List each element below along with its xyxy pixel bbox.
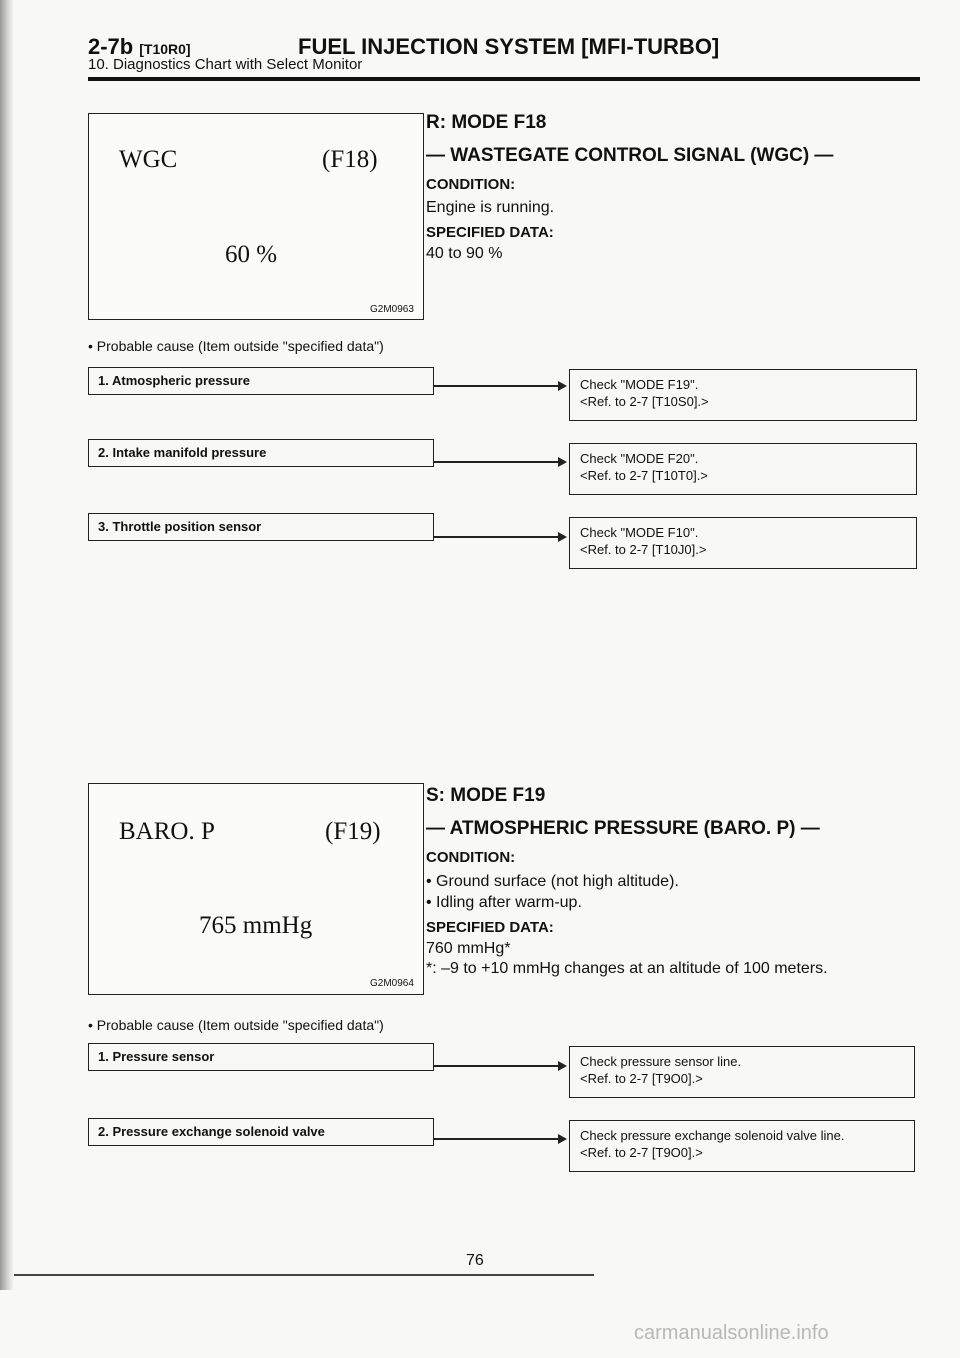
page-binding-edge — [0, 0, 14, 1290]
header-rule — [88, 77, 920, 81]
footer-rule — [14, 1274, 594, 1276]
signal-title-wgc: — WASTEGATE CONTROL SIGNAL (WGC) — — [426, 145, 834, 166]
section-code: 2-7b [T10R0] — [88, 34, 191, 59]
check-ref: <Ref. to 2-7 [T10T0].> — [580, 468, 708, 483]
probable-cause-note: • Probable cause (Item outside "specified data") — [88, 338, 384, 354]
flow-arrow-line — [434, 385, 560, 387]
check-ref: <Ref. to 2-7 [T10S0].> — [580, 394, 709, 409]
cause-box: 2. Intake manifold pressure — [88, 439, 434, 467]
screen-label: WGC — [119, 146, 178, 173]
check-text: Check "MODE F19". — [580, 377, 699, 392]
check-ref: <Ref. to 2-7 [T10J0].> — [580, 542, 707, 557]
check-ref: <Ref. to 2-7 [T9O0].> — [580, 1145, 703, 1160]
check-text: Check "MODE F20". — [580, 451, 699, 466]
condition-line: • Idling after warm-up. — [426, 894, 582, 911]
page-subtitle: 10. Diagnostics Chart with Select Monitor — [88, 56, 363, 73]
screen-mode: (F18) — [322, 146, 378, 173]
watermark: carmanualsonline.info — [634, 1322, 829, 1344]
screen-label: BARO. P — [119, 818, 215, 845]
specified-footnote: *: –9 to +10 mmHg changes at an altitude of 100 meters. — [426, 960, 828, 977]
check-text: Check pressure exchange solenoid valve line. — [580, 1128, 845, 1143]
condition-label: CONDITION: — [426, 849, 516, 866]
specified-label: SPECIFIED DATA: — [426, 224, 554, 241]
page-number: 76 — [466, 1252, 484, 1269]
screen-value: 60 % — [225, 241, 278, 268]
arrow-right-icon — [558, 532, 567, 542]
condition-label: CONDITION: — [426, 176, 516, 193]
flow-arrow-line — [434, 1138, 560, 1140]
check-box — [569, 443, 917, 495]
cause-box: 1. Atmospheric pressure — [88, 367, 434, 395]
monitor-screen-baro — [88, 783, 424, 995]
mode-title-f19: S: MODE F19 — [426, 785, 546, 806]
check-ref: <Ref. to 2-7 [T9O0].> — [580, 1071, 703, 1086]
check-box — [569, 1046, 915, 1098]
cause-box: 2. Pressure exchange solenoid valve — [88, 1118, 434, 1146]
condition-line: Engine is running. — [426, 199, 555, 216]
arrow-right-icon — [558, 1061, 567, 1071]
specified-line: 760 mmHg* — [426, 940, 511, 957]
cause-box: 1. Pressure sensor — [88, 1043, 434, 1071]
screen-value: 765 mmHg — [199, 912, 313, 939]
cause-box: 3. Throttle position sensor — [88, 513, 434, 541]
check-text: Check pressure sensor line. — [580, 1054, 742, 1069]
check-box — [569, 369, 917, 421]
arrow-right-icon — [558, 381, 567, 391]
page-title: FUEL INJECTION SYSTEM [MFI-TURBO] — [298, 34, 720, 59]
flow-arrow-line — [434, 461, 560, 463]
check-box — [569, 517, 917, 569]
flow-arrow-line — [434, 536, 560, 538]
figure-id: G2M0964 — [370, 978, 414, 989]
probable-cause-note: • Probable cause (Item outside "specified data") — [88, 1017, 384, 1033]
specified-label: SPECIFIED DATA: — [426, 919, 554, 936]
check-box — [569, 1120, 915, 1172]
figure-id: G2M0963 — [370, 304, 414, 315]
signal-title-baro: — ATMOSPHERIC PRESSURE (BARO. P) — — [426, 818, 820, 839]
specified-line: 40 to 90 % — [426, 245, 503, 262]
section-ref: [T10R0] — [139, 41, 191, 57]
monitor-screen-wgc — [88, 113, 424, 320]
screen-mode: (F19) — [325, 818, 381, 845]
arrow-right-icon — [558, 457, 567, 467]
flow-arrow-line — [434, 1065, 560, 1067]
condition-line: • Ground surface (not high altitude). — [426, 873, 679, 890]
arrow-right-icon — [558, 1134, 567, 1144]
mode-title-f18: R: MODE F18 — [426, 112, 547, 133]
check-text: Check "MODE F10". — [580, 525, 699, 540]
